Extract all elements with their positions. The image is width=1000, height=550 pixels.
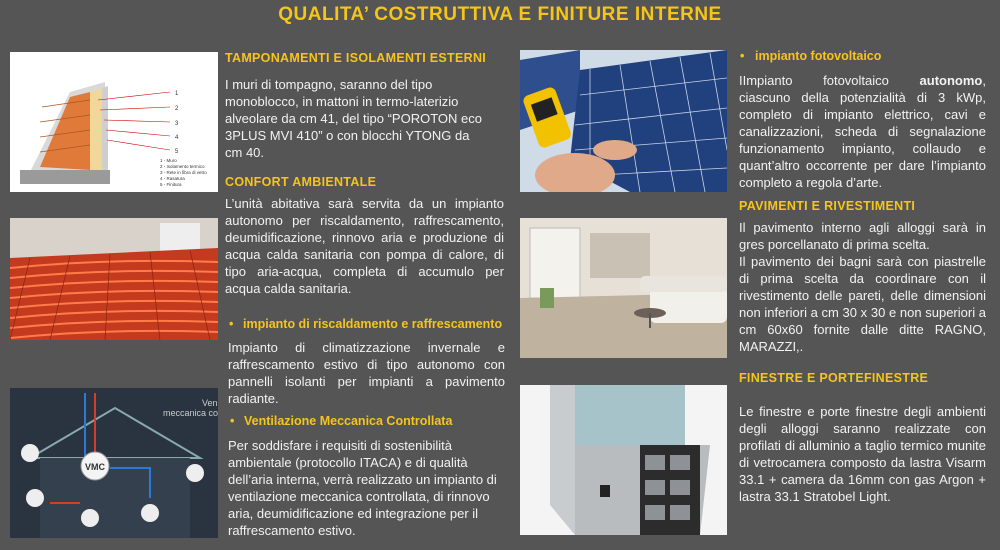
tamponamenti-text: I muri di tompagno, saranno del tipo monoblocco, in mattoni in termo-laterizio alveolare da cm 41, del tipo “POROTON eco 3PLUS MVI 410” o con blocchi YTONG da cm 40. [225,77,482,160]
finestre-text: Le finestre e porte finestre degli ambienti degli alloggi saranno realizzate con profilati di alluminio a taglio termico munite di vetrocamera composto da lastra Visarm 33.1 + camera da 16mm con gas Argon + lastra 33.1 Stratobel Light. [739,404,986,504]
ventilazione-heading: Ventilazione Meccanica Controllata [244,414,453,428]
tamponamenti-heading: TAMPONAMENTI E ISOLAMENTI ESTERNI [225,51,487,65]
riscaldamento-bullet: • [229,317,234,331]
finestre-heading: FINESTRE E PORTEFINESTRE [739,371,929,385]
confort-text: L’unità abitativa sarà servita da un impianto autonomo per riscaldamento, raffrescamento, deumidificazione, rinnovo aria e produzione di acqua calda sanitaria con pompa di calore, di tipo aria-acqua, completa di accumulo per acqua calda sanitaria. [225,196,504,296]
wall-legend: 4 - Rasatura [160,176,185,181]
vmc-caption: Ven [202,398,218,408]
riscaldamento-heading: impianto di riscaldamento e raffrescamento [243,317,503,331]
confort-heading: CONFORT AMBIENTALE [225,175,377,189]
wall-label: 1 [175,91,179,97]
solar-panel-image [520,50,727,192]
vmc-caption: meccanica co [163,408,218,418]
vmc-label: VMC [85,462,105,472]
fotovoltaico-heading: impianto fotovoltaico [755,49,882,63]
wall-legend: 2 - Isolamento termico [160,164,205,169]
wall-label: 5 [175,149,179,155]
pavimenti-text-2: Il pavimento dei bagni sarà con piastrelle di prima scelta da coordinare con il rivestimento delle pareti, delle dimensioni non inferiori a cm 30 x 30 e non superiori a cm 60x60 fornite dalle ditte RAGNO, MARAZZI,. [739,254,986,354]
page-title: QUALITA’ COSTRUTTIVA E FINITURE INTERNE [278,4,722,25]
fotovoltaico-text: IImpianto fotovoltaico autonomo, ciascuno della potenzialità di 3 kWp, completo di impianto elettrico, cavi e canalizzazioni, scheda di segnalazione funzionamento impianto, collaudo e quant’altro occorrente per dare l’impianto completo a regola d’arte. [739,73,986,190]
pavimenti-heading: PAVIMENTI E RIVESTIMENTI [739,199,916,213]
ventilazione-bullet: • [230,414,235,428]
wall-label: 2 [175,106,179,112]
fotovoltaico-bold: autonomo [919,73,983,88]
ventilazione-text: Per soddisfare i requisiti di sostenibilità ambientale (protocollo ITACA) e di qualità dell’aria interna, verrà realizzato un impianto di ventilazione meccanica controllata, di rinnovo aria, deumidificazione ed integrazione per il raffrescamento estivo. [228,438,497,538]
floor-heating-image [10,218,218,340]
wall-legend: 5 - Finitura [160,182,182,187]
vmc-diagram-image [10,388,218,538]
riscaldamento-text: Impianto di climatizzazione invernale e raffrescamento estivo di tipo autonomo con pannelli isolanti per impianti a pavimento radiante. [228,340,505,406]
pavimenti-text-1: Il pavimento interno agli alloggi sarà in gres porcellanato di prima scelta. [739,220,986,252]
fotovoltaico-bullet: • [740,49,745,63]
wall-label: 4 [175,135,179,141]
wall-insulation-image [10,52,218,192]
wall-legend: 3 - Rete in fibra di vetro [160,170,207,175]
window-profile-image [520,385,727,535]
interior-image [520,218,727,358]
wall-label: 3 [175,121,179,127]
wall-legend: 1 - Muro [160,158,177,163]
